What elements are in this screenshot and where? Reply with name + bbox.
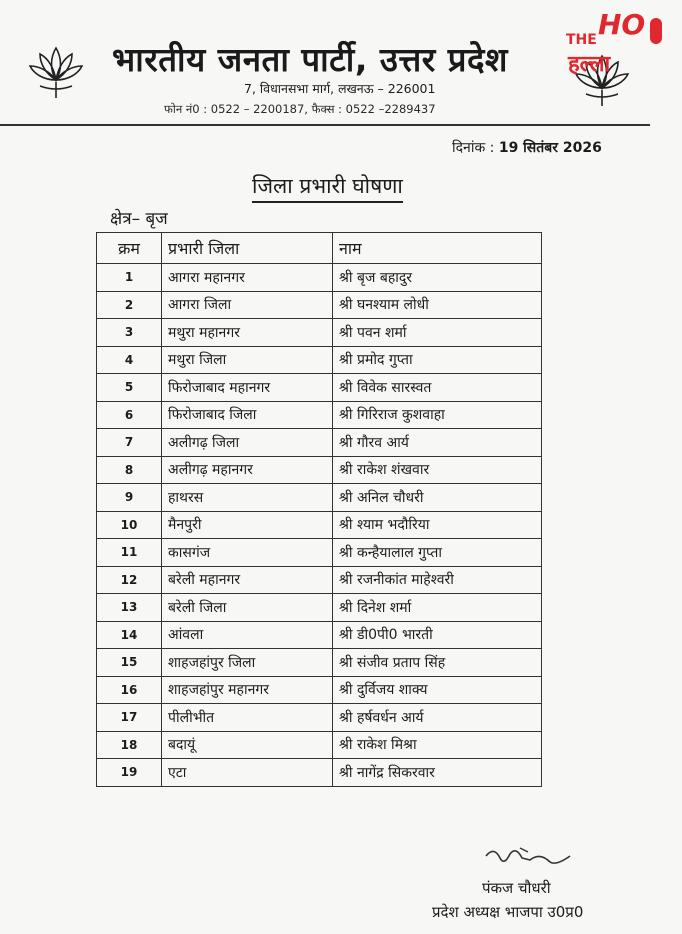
serial-cell: 12 bbox=[97, 566, 162, 594]
name-cell: श्री गौरव आर्य bbox=[333, 429, 542, 457]
table-row bbox=[97, 759, 542, 787]
table-row bbox=[97, 594, 542, 622]
district-cell: शाहजहांपुर जिला bbox=[162, 649, 333, 677]
name-cell: श्री रजनीकांत माहेश्वरी bbox=[333, 566, 542, 594]
table-row bbox=[97, 484, 542, 512]
district-cell: मथुरा जिला bbox=[162, 346, 333, 374]
party-address: 7, विधानसभा मार्ग, लखनऊ – 226001 bbox=[244, 81, 436, 96]
signatory-name: पंकज चौधरी bbox=[482, 879, 551, 897]
district-cell: फिरोजाबाद महानगर bbox=[162, 374, 333, 402]
table-row bbox=[97, 374, 542, 402]
name-cell: श्री बृज बहादुर bbox=[333, 264, 542, 292]
serial-cell: 1 bbox=[97, 264, 162, 292]
district-cell: मथुरा महानगर bbox=[162, 319, 333, 347]
name-cell: श्री पवन शर्मा bbox=[333, 319, 542, 347]
microphone-icon bbox=[650, 18, 662, 44]
district-cell: पीलीभीत bbox=[162, 704, 333, 732]
serial-cell: 4 bbox=[97, 346, 162, 374]
table-row bbox=[97, 429, 542, 457]
district-cell: बदायूं bbox=[162, 731, 333, 759]
district-cell: बरेली जिला bbox=[162, 594, 333, 622]
name-cell: श्री विवेक सारस्वत bbox=[333, 374, 542, 402]
name-cell: श्री घनश्याम लोधी bbox=[333, 291, 542, 319]
serial-cell: 19 bbox=[97, 759, 162, 787]
serial-cell: 16 bbox=[97, 676, 162, 704]
date-line bbox=[452, 138, 602, 157]
serial-cell: 7 bbox=[97, 429, 162, 457]
district-cell: फिरोजाबाद जिला bbox=[162, 401, 333, 429]
table-body bbox=[97, 264, 542, 787]
lotus-emblem-icon bbox=[26, 40, 86, 100]
name-cell: श्री दिनेश शर्मा bbox=[333, 594, 542, 622]
table-row bbox=[97, 346, 542, 374]
serial-cell: 5 bbox=[97, 374, 162, 402]
signatory-designation: प्रदेश अध्यक्ष भाजपा उ0प्र0 bbox=[432, 903, 584, 921]
table-row bbox=[97, 511, 542, 539]
table-row bbox=[97, 264, 542, 292]
serial-cell: 15 bbox=[97, 649, 162, 677]
signature-icon bbox=[480, 842, 576, 876]
serial-cell: 10 bbox=[97, 511, 162, 539]
serial-cell: 13 bbox=[97, 594, 162, 622]
table-row bbox=[97, 319, 542, 347]
name-cell: श्री श्याम भदौरिया bbox=[333, 511, 542, 539]
table-row bbox=[97, 731, 542, 759]
serial-cell: 18 bbox=[97, 731, 162, 759]
serial-cell: 11 bbox=[97, 539, 162, 567]
serial-cell: 17 bbox=[97, 704, 162, 732]
serial-cell: 2 bbox=[97, 291, 162, 319]
date-value: 19 सितंबर 2026 bbox=[498, 140, 602, 156]
district-incharge-table bbox=[96, 232, 542, 787]
name-cell: श्री हर्षवर्धन आर्य bbox=[333, 704, 542, 732]
serial-cell: 14 bbox=[97, 621, 162, 649]
watermark-logo bbox=[562, 8, 674, 77]
serial-cell: 6 bbox=[97, 401, 162, 429]
table-row bbox=[97, 539, 542, 567]
district-cell: आगरा जिला bbox=[162, 291, 333, 319]
district-cell: अलीगढ़ महानगर bbox=[162, 456, 333, 484]
district-cell: हाथरस bbox=[162, 484, 333, 512]
name-cell: श्री संजीव प्रताप सिंह bbox=[333, 649, 542, 677]
watermark-the: THE bbox=[566, 32, 597, 48]
watermark-halla: हल्ला bbox=[568, 52, 611, 77]
party-phone-fax: फोन नं0 : 0522 – 2200187, फैक्स : 0522 –2289437 bbox=[164, 102, 436, 116]
watermark-ho: HO bbox=[598, 8, 646, 41]
name-cell: श्री नागेंद्र सिकरवार bbox=[333, 759, 542, 787]
serial-cell: 8 bbox=[97, 456, 162, 484]
table-row bbox=[97, 401, 542, 429]
name-cell: श्री दुर्विजय शाक्य bbox=[333, 676, 542, 704]
district-cell: बरेली महानगर bbox=[162, 566, 333, 594]
table-row bbox=[97, 291, 542, 319]
document-heading: जिला प्रभारी घोषणा bbox=[252, 172, 403, 203]
district-cell: मैनपुरी bbox=[162, 511, 333, 539]
district-cell: कासगंज bbox=[162, 539, 333, 567]
table-row bbox=[97, 704, 542, 732]
name-cell: श्री राकेश शंखवार bbox=[333, 456, 542, 484]
column-header-district: प्रभारी जिला bbox=[162, 233, 333, 264]
district-cell: अलीगढ़ जिला bbox=[162, 429, 333, 457]
column-header-name: नाम bbox=[333, 233, 542, 264]
district-cell: आंवला bbox=[162, 621, 333, 649]
table-row bbox=[97, 621, 542, 649]
name-cell: श्री अनिल चौधरी bbox=[333, 484, 542, 512]
serial-cell: 9 bbox=[97, 484, 162, 512]
name-cell: श्री राकेश मिश्रा bbox=[333, 731, 542, 759]
district-cell: आगरा महानगर bbox=[162, 264, 333, 292]
name-cell: श्री कन्हैयालाल गुप्ता bbox=[333, 539, 542, 567]
table-row bbox=[97, 456, 542, 484]
region-label: क्षेत्र– बृज bbox=[110, 209, 168, 229]
serial-cell: 3 bbox=[97, 319, 162, 347]
table-row bbox=[97, 676, 542, 704]
name-cell: श्री प्रमोद गुप्ता bbox=[333, 346, 542, 374]
district-cell: शाहजहांपुर महानगर bbox=[162, 676, 333, 704]
district-cell: एटा bbox=[162, 759, 333, 787]
name-cell: श्री गिरिराज कुशवाहा bbox=[333, 401, 542, 429]
party-name: भारतीय जनता पार्टी, उत्तर प्रदेश bbox=[112, 40, 508, 79]
table-row bbox=[97, 649, 542, 677]
table-header-row bbox=[97, 233, 542, 264]
name-cell: श्री डी0पी0 भारती bbox=[333, 621, 542, 649]
header-divider bbox=[0, 124, 650, 126]
table-row bbox=[97, 566, 542, 594]
date-label: दिनांक : bbox=[452, 140, 495, 156]
column-header-serial: क्रम bbox=[97, 233, 162, 264]
